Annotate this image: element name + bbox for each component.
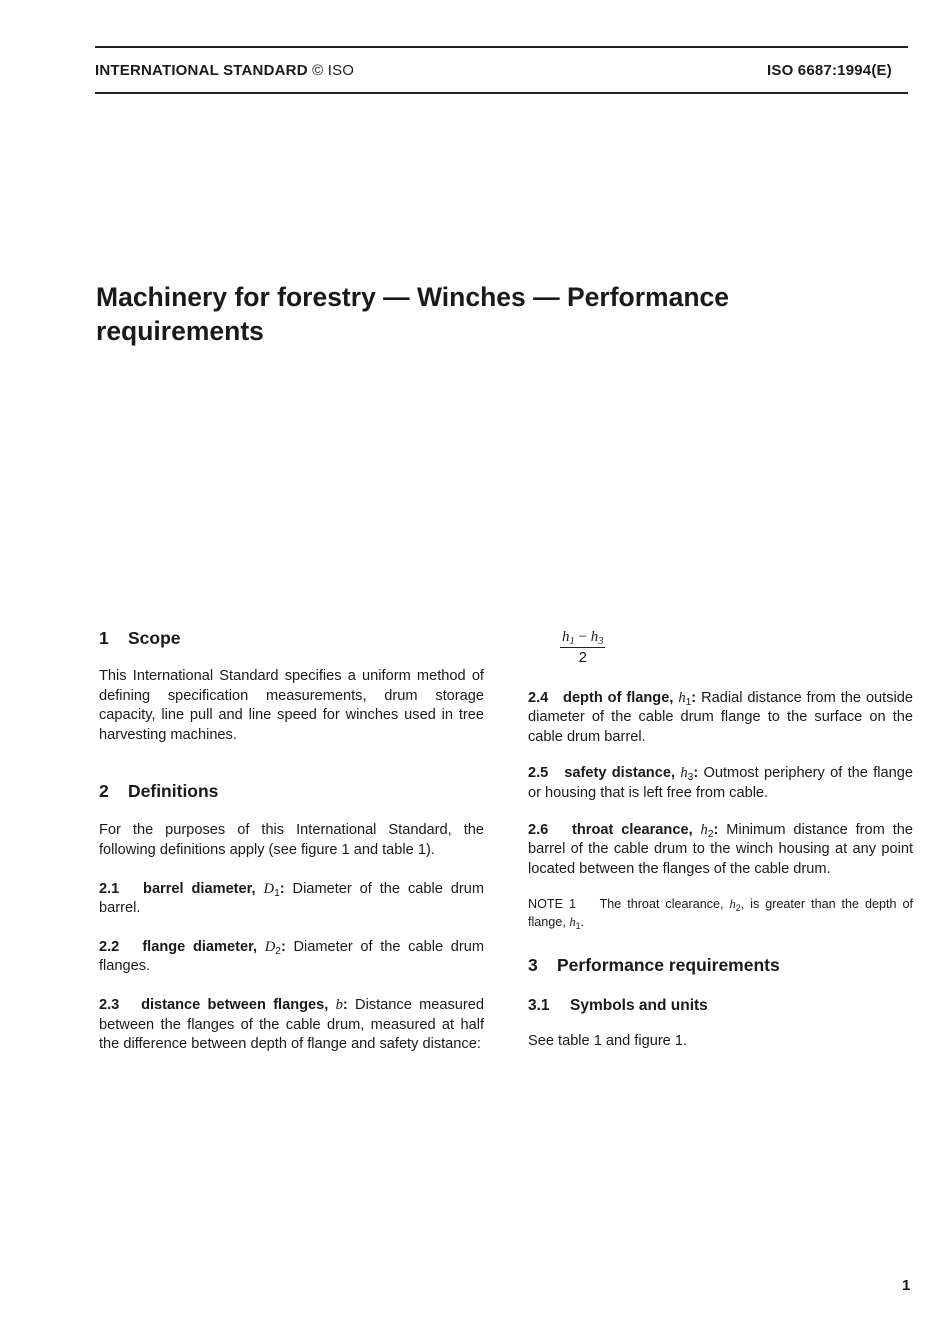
header-bottom-rule <box>95 92 908 94</box>
section-performance-heading: 3 Performance requirements <box>528 955 780 976</box>
definitions-intro: For the purposes of this International Standard, the following definitions apply (see figure 1 and table 1). <box>99 822 484 858</box>
scope-text: This International Standard specifies a uniform method of defining specification measurements, drum storage capacity, line pull and line speed for winches used in tree harvesting machines. <box>99 668 484 743</box>
header-standard-label: INTERNATIONAL STANDARD <box>95 62 308 79</box>
subsection-symbols-heading: 3.1 Symbols and units <box>528 997 708 1015</box>
note-1: NOTE 1 The throat clearance, $h_2$, is greater than the depth of flange, $h_1$. <box>528 897 913 931</box>
definition-2-2: 2.2 flange diameter, $D_2$: Diameter of the cable drum flanges. <box>99 938 484 975</box>
section-scope-heading: 1 Scope <box>99 628 181 648</box>
section-definitions-heading: 2 Definitions <box>99 781 219 802</box>
note-label: NOTE 1 <box>528 897 576 912</box>
definition-2-1: 2.1 barrel diameter, $D_1$: Diameter of the cable drum barrel. <box>99 880 484 917</box>
definition-2-3: 2.3 distance between flanges, b: Distance measured between the flanges of the cable drum, measured at half the difference between depth of flange and safety distance: <box>99 996 484 1053</box>
page-number: 1 <box>902 1277 911 1294</box>
definition-2-5: 2.5 safety distance, $h_3$: Outmost periphery of the flange or housing that is left free from cable. <box>528 765 913 801</box>
definition-2-6: 2.6 throat clearance, $h_2$: Minimum distance from the barrel of the cable drum to the winch housing at any point located between the flanges of the cable drum. <box>528 821 913 877</box>
left-column <box>99 626 484 1055</box>
header-document-id: ISO 6687:1994(E) <box>767 62 892 79</box>
symbols-text: See table 1 and figure 1. <box>528 1033 688 1050</box>
header-top-rule <box>95 46 908 48</box>
formula-denominator: 2 <box>578 649 587 666</box>
definition-2-4: 2.4 depth of flange, $h_1$: Radial distance from the outside diameter of the cable drum flange to the surface on the cable drum barrel. <box>528 689 914 745</box>
formula-numerator: $h_1 - h_3$ <box>562 629 604 647</box>
right-column <box>528 626 913 1052</box>
page-title: Machinery for forestry — Winches — Performance requirements <box>96 282 729 346</box>
header-copyright: © ISO <box>312 62 355 79</box>
header-left <box>95 62 354 79</box>
distance-formula <box>528 628 913 669</box>
